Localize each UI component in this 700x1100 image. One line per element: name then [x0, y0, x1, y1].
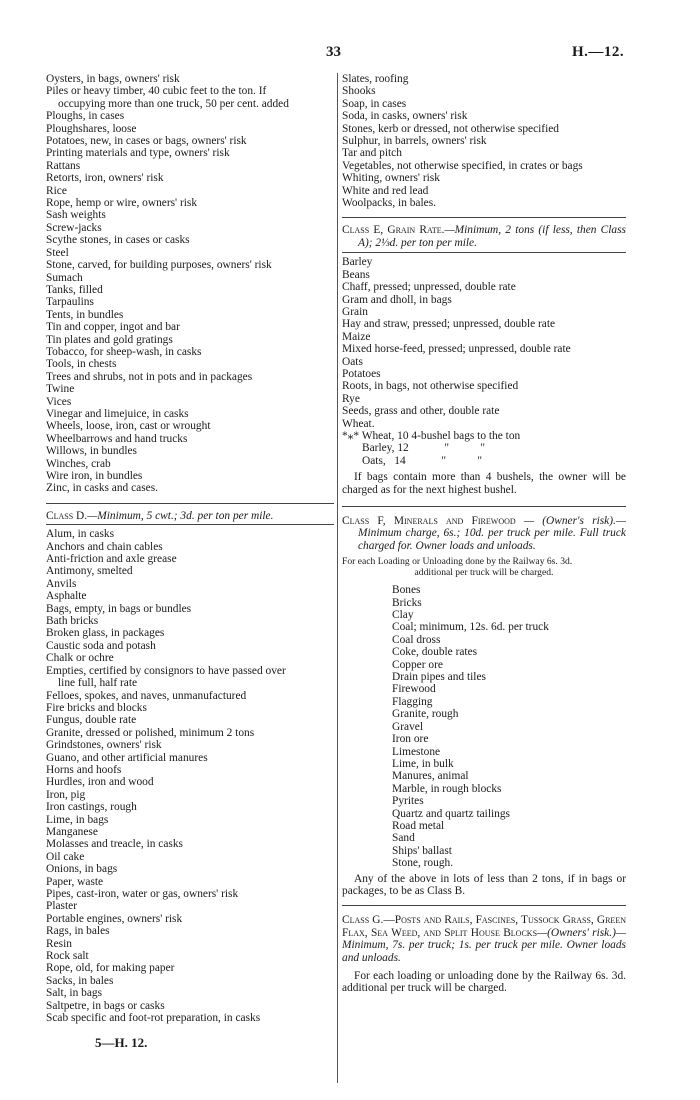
list-item: Ploughshares, loose [46, 122, 137, 135]
list-item: Whiting, owners' risk [342, 172, 440, 185]
list-item: Twine [46, 383, 75, 396]
list-item: Caustic soda and potash [46, 639, 156, 652]
list-item: Chaff, pressed; unpressed, double rate [342, 281, 516, 294]
class-e-label: Class E, Grain Rate. [342, 224, 445, 237]
section-rule [46, 524, 334, 525]
list-item: occupying more than one truck, 50 per cent. added [58, 97, 289, 110]
list-item: Tin plates and gold gratings [46, 333, 173, 346]
list-item: Tanks, filled [46, 283, 103, 296]
list-item: Onions, in bags [46, 863, 118, 876]
list-item: Scab specific and foot-rot preparation, in casks [46, 1012, 261, 1025]
list-item: Road metal [392, 819, 445, 832]
list-item: Empties, certified by consignors to have passed over [46, 664, 286, 677]
list-item: Rock salt [46, 950, 89, 963]
class-g-note: For each loading or unloading done by the Railway 6s. 3d. additional per truck will be charged. [342, 970, 626, 995]
list-item: Paper, waste [46, 875, 104, 888]
list-item: Pipes, cast-iron, water or gas, owners' risk [46, 888, 239, 900]
list-item: Shooks [342, 85, 376, 98]
list-item: Seeds, grass and other, double rate [342, 405, 500, 418]
list-item: Antimony, smelted [46, 565, 133, 578]
list-item: Grindstones, owners' risk [46, 739, 162, 752]
list-item: Saltpetre, in bags or casks [46, 999, 165, 1012]
list-item: Lime, in bags [46, 813, 109, 826]
list-item: Firewood [392, 683, 436, 696]
class-g-heading [342, 914, 626, 964]
wheat-note-line: *⁎* Wheat, 10 4-bushel bags to the ton [342, 429, 521, 442]
column-divider [337, 73, 338, 1083]
list-item: Printing materials and type, owners' risk [46, 147, 230, 160]
list-item: Wheelbarrows and hand trucks [46, 432, 188, 445]
right-item-list-1 [342, 73, 626, 209]
list-item: Anti-friction and axle grease [46, 553, 177, 566]
list-item: Rye [342, 392, 360, 405]
left-item-list-2 [46, 528, 334, 1024]
list-item: Hurdles, iron and wood [46, 776, 154, 789]
list-item: Wire iron, in bundles [46, 470, 143, 482]
list-item: Plaster [46, 900, 78, 913]
list-item: Copper ore [392, 658, 443, 671]
list-item: Tents, in bundles [46, 308, 124, 321]
list-item: Zinc, in casks and cases. [46, 482, 158, 495]
list-item: Marble, in rough blocks [392, 782, 502, 795]
class-f-heading [342, 515, 626, 552]
list-item: Tools, in chests [46, 358, 117, 371]
list-item: Piles or heavy timber, 40 cubic feet to the ton. If [46, 85, 267, 98]
list-item: Sand [392, 832, 415, 845]
list-item: Soap, in cases [342, 97, 407, 110]
ditto-mark: " [477, 454, 482, 467]
wheat-note-barley [342, 442, 626, 454]
class-f-note-line1: For each Loading or Unloading done by the Railway 6s. 3d. [342, 556, 573, 568]
list-item: Iron ore [392, 733, 429, 746]
list-item: Salt, in bags [46, 987, 103, 1000]
class-e-heading [342, 224, 626, 249]
list-item: Willows, in bundles [46, 445, 137, 458]
class-d-heading [46, 510, 334, 522]
right-item-list-3 [342, 584, 626, 869]
list-item: Oil cake [46, 850, 85, 863]
list-item: Drain pipes and tiles [392, 671, 486, 684]
list-item: Broken glass, in packages [46, 627, 165, 640]
class-f-railway-note [342, 556, 626, 578]
oats-bags: Oats, 14 [362, 454, 406, 467]
section-rule [342, 905, 626, 906]
list-item: Ships' ballast [392, 844, 452, 857]
barley-bags: Barley, 12 [362, 442, 409, 455]
wheat-note-oats [342, 455, 626, 467]
list-item: Roots, in bags, not otherwise specified [342, 380, 519, 393]
list-item: Gram and dholl, in bags [342, 293, 452, 306]
list-item: Oats [342, 355, 363, 368]
section-rule [46, 503, 334, 504]
list-item: Tobacco, for sheep-wash, in casks [46, 345, 202, 358]
list-item: Wheels, loose, iron, cast or wrought [46, 420, 211, 433]
list-item: Beans [342, 268, 370, 281]
list-item: Chalk or ochre [46, 652, 114, 665]
list-item: Felloes, spokes, and naves, unmanufactured [46, 689, 247, 702]
list-item: Maize [342, 330, 371, 343]
list-item: Vinegar and limejuice, in casks [46, 407, 189, 420]
list-item: Limestone [392, 745, 441, 758]
ditto-mark: " [441, 454, 446, 467]
list-item: Rope, hemp or wire, owners' risk [46, 197, 198, 210]
list-item: Rags, in bales [46, 925, 110, 938]
bags-note: If bags contain more than 4 bushels, the owner will be charged as for the next highest bushel. [342, 471, 626, 496]
list-item: Rice [46, 184, 67, 197]
list-item: White and red lead [342, 184, 429, 197]
right-column [342, 73, 626, 995]
list-item: Manganese [46, 825, 98, 838]
list-item: Wheat. [342, 417, 375, 430]
list-item: Fungus, double rate [46, 714, 137, 727]
list-item: Molasses and treacle, in casks [46, 838, 183, 851]
class-d-rate: —Minimum, 5 cwt.; 3d. per ton per mile. [87, 509, 274, 522]
list-item: Coke, double rates [392, 646, 478, 659]
list-item: Scythe stones, in cases or casks [46, 234, 190, 247]
list-item: Mixed horse-feed, pressed; unpressed, double rate [342, 343, 571, 356]
list-item: Ploughs, in cases [46, 110, 125, 123]
list-item: Fire bricks and blocks [46, 701, 147, 714]
list-item: Vices [46, 395, 72, 408]
right-item-list-2 [342, 256, 626, 430]
list-item: Sash weights [46, 209, 106, 222]
list-item: Soda, in casks, owners' risk [342, 110, 468, 123]
page-number: 33 [326, 44, 341, 60]
list-item: Portable engines, owners' risk [46, 912, 183, 925]
class-f-footnote: Any of the above in lots of less than 2 tons, if in bags or packages, to be as Class B. [342, 872, 626, 897]
list-item: Iron, pig [46, 788, 86, 801]
section-rule [342, 217, 626, 218]
ditto-mark: " [444, 442, 450, 455]
list-item: Rope, old, for making paper [46, 962, 175, 975]
list-item: Potatoes [342, 367, 381, 380]
list-item: Sacks, in bales [46, 974, 114, 987]
class-f-rate: — (Owner's risk).—Minimum charge, 6s.; 10d. per truck per mile. Full truck charged for. Owner loads and unloads. [358, 515, 626, 552]
class-e-rate: —Minimum, 2 tons (if less, then Class A); 2⅓d. per ton per mile. [358, 224, 626, 249]
list-item: Alum, in casks [46, 528, 115, 541]
list-item: Sumach [46, 271, 83, 284]
list-item: Tarpaulins [46, 296, 94, 309]
list-item: Sulphur, in barrels, owners' risk [342, 135, 487, 148]
list-item: Screw-jacks [46, 221, 102, 234]
page-footer: 5—H. 12. [95, 1035, 148, 1050]
section-rule [342, 506, 626, 507]
document-reference: H.—12. [572, 44, 625, 60]
list-item: Iron castings, rough [46, 801, 137, 814]
class-d-label: Class D. [46, 509, 88, 522]
list-item: Hay and straw, pressed; unpressed, double rate [342, 318, 556, 331]
list-item: Lime, in bulk [392, 757, 454, 770]
list-item: Tar and pitch [342, 147, 402, 160]
list-item: Resin [46, 937, 72, 950]
list-item: Horns and hoofs [46, 763, 122, 776]
list-item: Woolpacks, in bales. [342, 197, 436, 210]
list-item: Anvils [46, 577, 77, 590]
list-item: line full, half rate [58, 677, 138, 690]
list-item: Potatoes, new, in cases or bags, owners' risk [46, 135, 247, 148]
list-item: Coal dross [392, 633, 441, 646]
list-item: Granite, rough [392, 708, 459, 721]
list-item: Asphalte [46, 590, 87, 603]
list-item: Stones, kerb or dressed, not otherwise specified [342, 122, 560, 135]
class-g-label: Class G.—Posts and Rails, Fascines, Tussock Grass, Green Flax, Sea Weed, and Split House Blocks [342, 914, 626, 939]
list-item: Bones [392, 584, 421, 597]
list-item: Quartz and quartz tailings [392, 807, 510, 820]
list-item: Clay [392, 609, 414, 622]
list-item: Steel [46, 246, 69, 259]
class-f-label: Class F, Minerals and Firewood [342, 515, 516, 527]
list-item: Guano, and other artificial manures [46, 751, 208, 764]
list-item: Pyrites [392, 795, 424, 808]
list-item: Flagging [392, 695, 433, 708]
left-item-list-1 [46, 73, 334, 495]
list-item: Bricks [392, 596, 422, 609]
list-item: Vegetables, not otherwise specified, in crates or bags [342, 159, 583, 172]
list-item: Retorts, iron, owners' risk [46, 172, 164, 185]
ditto-mark: " [480, 442, 486, 455]
list-item: Anchors and chain cables [46, 540, 163, 553]
list-item: Trees and shrubs, not in pots and in packages [46, 370, 253, 383]
class-g-rate: —(Owners' risk.)—Minimum, 7s. per truck; 1s. per truck per mile. Owner loads and unloads. [342, 926, 626, 964]
list-item: Stone, carved, for building purposes, owners' risk [46, 259, 272, 272]
class-f-note-line2: additional per truck will be charged. [414, 567, 554, 579]
list-item: Barley [342, 256, 373, 269]
list-item: Tin and copper, ingot and bar [46, 321, 180, 334]
list-item: Stone, rough. [392, 857, 454, 870]
list-item: Rattans [46, 159, 81, 172]
list-item: Slates, roofing [342, 73, 409, 85]
list-item: Oysters, in bags, owners' risk [46, 73, 180, 85]
list-item: Coal; minimum, 12s. 6d. per truck [392, 621, 549, 634]
list-item: Bath bricks [46, 615, 99, 628]
list-item: Manures, animal [392, 770, 469, 783]
list-item: Gravel [392, 720, 423, 733]
list-item: Winches, crab [46, 457, 111, 470]
section-rule [342, 252, 626, 253]
list-item: Bags, empty, in bags or bundles [46, 602, 192, 615]
list-item: Granite, dressed or polished, minimum 2 tons [46, 726, 255, 739]
list-item: Grain [342, 305, 368, 318]
left-column [46, 73, 334, 1024]
